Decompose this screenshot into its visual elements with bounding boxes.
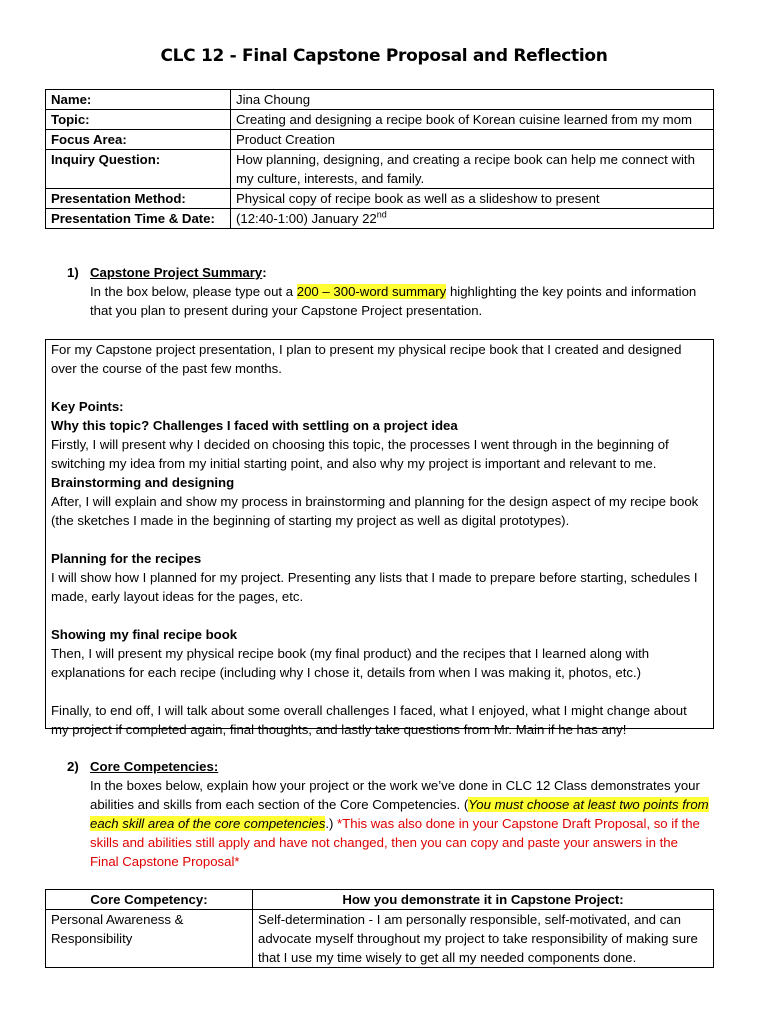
date-text: (12:40-1:00) January 22 bbox=[236, 211, 377, 226]
section-instructions bbox=[90, 282, 710, 320]
summary-box bbox=[45, 339, 714, 737]
column-header: Core Competency: bbox=[46, 890, 253, 910]
info-value bbox=[231, 209, 714, 229]
info-value: Jina Choung bbox=[231, 90, 714, 110]
instructions-text: In the boxes below, explain how your project or the work we’ve done in CLC 12 Class demonstrates your abilities and skills from each section of the Core Competencies. ( bbox=[90, 778, 700, 812]
section-heading-colon: : bbox=[262, 265, 267, 280]
section-heading bbox=[90, 263, 267, 282]
info-value: Physical copy of recipe book as well as a slideshow to present bbox=[231, 189, 714, 209]
instructions-text: In the box below, please type out a bbox=[90, 284, 297, 299]
info-row-presentation-time bbox=[46, 209, 714, 229]
demonstration-cell: Self-determination - I am personally responsible, self-motivated, and can advocate myself throughout my project to take responsibility of making sure that I use my time wisely to get all my needed components done. bbox=[253, 910, 714, 968]
info-row-presentation-method bbox=[46, 189, 714, 209]
key-points-heading: Key Points: bbox=[51, 399, 124, 414]
instructions-highlight: 200 – 300-word summary bbox=[296, 284, 447, 299]
instructions-highlight: You must choose at least two points from each skill area of the core competencies bbox=[90, 797, 709, 831]
info-row-name bbox=[46, 90, 714, 110]
summary-subheading: Planning for the recipes bbox=[51, 551, 202, 566]
summary-paragraph: Firstly, I will present why I decided on choosing this topic, the processes I went through in the beginning of switching my idea from my initial starting point, and also why my project is important and relevant to me. bbox=[51, 437, 669, 471]
table-row bbox=[46, 910, 714, 968]
instructions-text: .) bbox=[325, 816, 338, 831]
instructions-text: highlighting the key points and information that you plan to present during your Capstone Project presentation. bbox=[90, 284, 697, 318]
info-row-focus-area bbox=[46, 130, 714, 150]
table-header-row bbox=[46, 890, 714, 910]
section-heading-text: Capstone Project Summary bbox=[90, 265, 263, 280]
section-number: 1) bbox=[67, 265, 79, 280]
summary-paragraph: After, I will explain and show my process in brainstorming and planning for the design aspect of my recipe book (the sketches I made in the beginning of starting my project as well as digital prototypes). bbox=[51, 494, 699, 528]
info-table bbox=[45, 89, 714, 229]
info-value: How planning, designing, and creating a recipe book can help me connect with my culture, interests, and family. bbox=[231, 150, 714, 189]
info-label: Inquiry Question: bbox=[46, 150, 231, 189]
section-number: 2) bbox=[67, 759, 79, 774]
summary-subheading: Showing my final recipe book bbox=[51, 627, 238, 642]
info-label: Focus Area: bbox=[46, 130, 231, 150]
info-label: Name: bbox=[46, 90, 231, 110]
summary-paragraph: For my Capstone project presentation, I plan to present my physical recipe book that I created and designed over the course of the past few months. bbox=[51, 342, 682, 376]
info-label: Topic: bbox=[46, 110, 231, 130]
document-title: CLC 12 - Final Capstone Proposal and Reflection bbox=[160, 46, 608, 66]
competency-cell: Personal Awareness & Responsibility bbox=[46, 910, 253, 968]
summary-paragraph: Finally, to end off, I will talk about some overall challenges I faced, what I enjoyed, what I might change about my project if completed again, final thoughts, and lastly take questions from Mr. Main if he has any! bbox=[51, 703, 687, 737]
summary-paragraph: I will show how I planned for my project. Presenting any lists that I made to prepare before starting, schedules I made, early layout ideas for the pages, etc. bbox=[51, 570, 698, 604]
column-header: How you demonstrate it in Capstone Project: bbox=[253, 890, 714, 910]
info-row-inquiry-question bbox=[46, 150, 714, 189]
info-value: Product Creation bbox=[231, 130, 714, 150]
date-ordinal-suffix: nd bbox=[376, 209, 387, 220]
summary-subheading: Brainstorming and designing bbox=[51, 475, 235, 490]
info-label: Presentation Method: bbox=[46, 189, 231, 209]
info-row-topic bbox=[46, 110, 714, 130]
section-instructions bbox=[90, 776, 710, 871]
info-value: Creating and designing a recipe book of Korean cuisine learned from my mom bbox=[231, 110, 714, 130]
summary-subheading: Why this topic? Challenges I faced with settling on a project idea bbox=[51, 418, 458, 433]
instructions-note: *This was also done in your Capstone Draft Proposal, so if the skills and abilities still apply and have not changed, then you can copy and paste your answers in the Final Capstone Proposal* bbox=[90, 816, 700, 869]
info-label: Presentation Time & Date: bbox=[46, 209, 231, 229]
core-competency-table bbox=[45, 889, 714, 968]
summary-paragraph: Then, I will present my physical recipe book (my final product) and the recipes that I learned along with explanations for each recipe (including why I chose it, details from when I was making it, photos, etc.) bbox=[51, 646, 650, 680]
section-heading: Core Competencies: bbox=[90, 759, 219, 774]
